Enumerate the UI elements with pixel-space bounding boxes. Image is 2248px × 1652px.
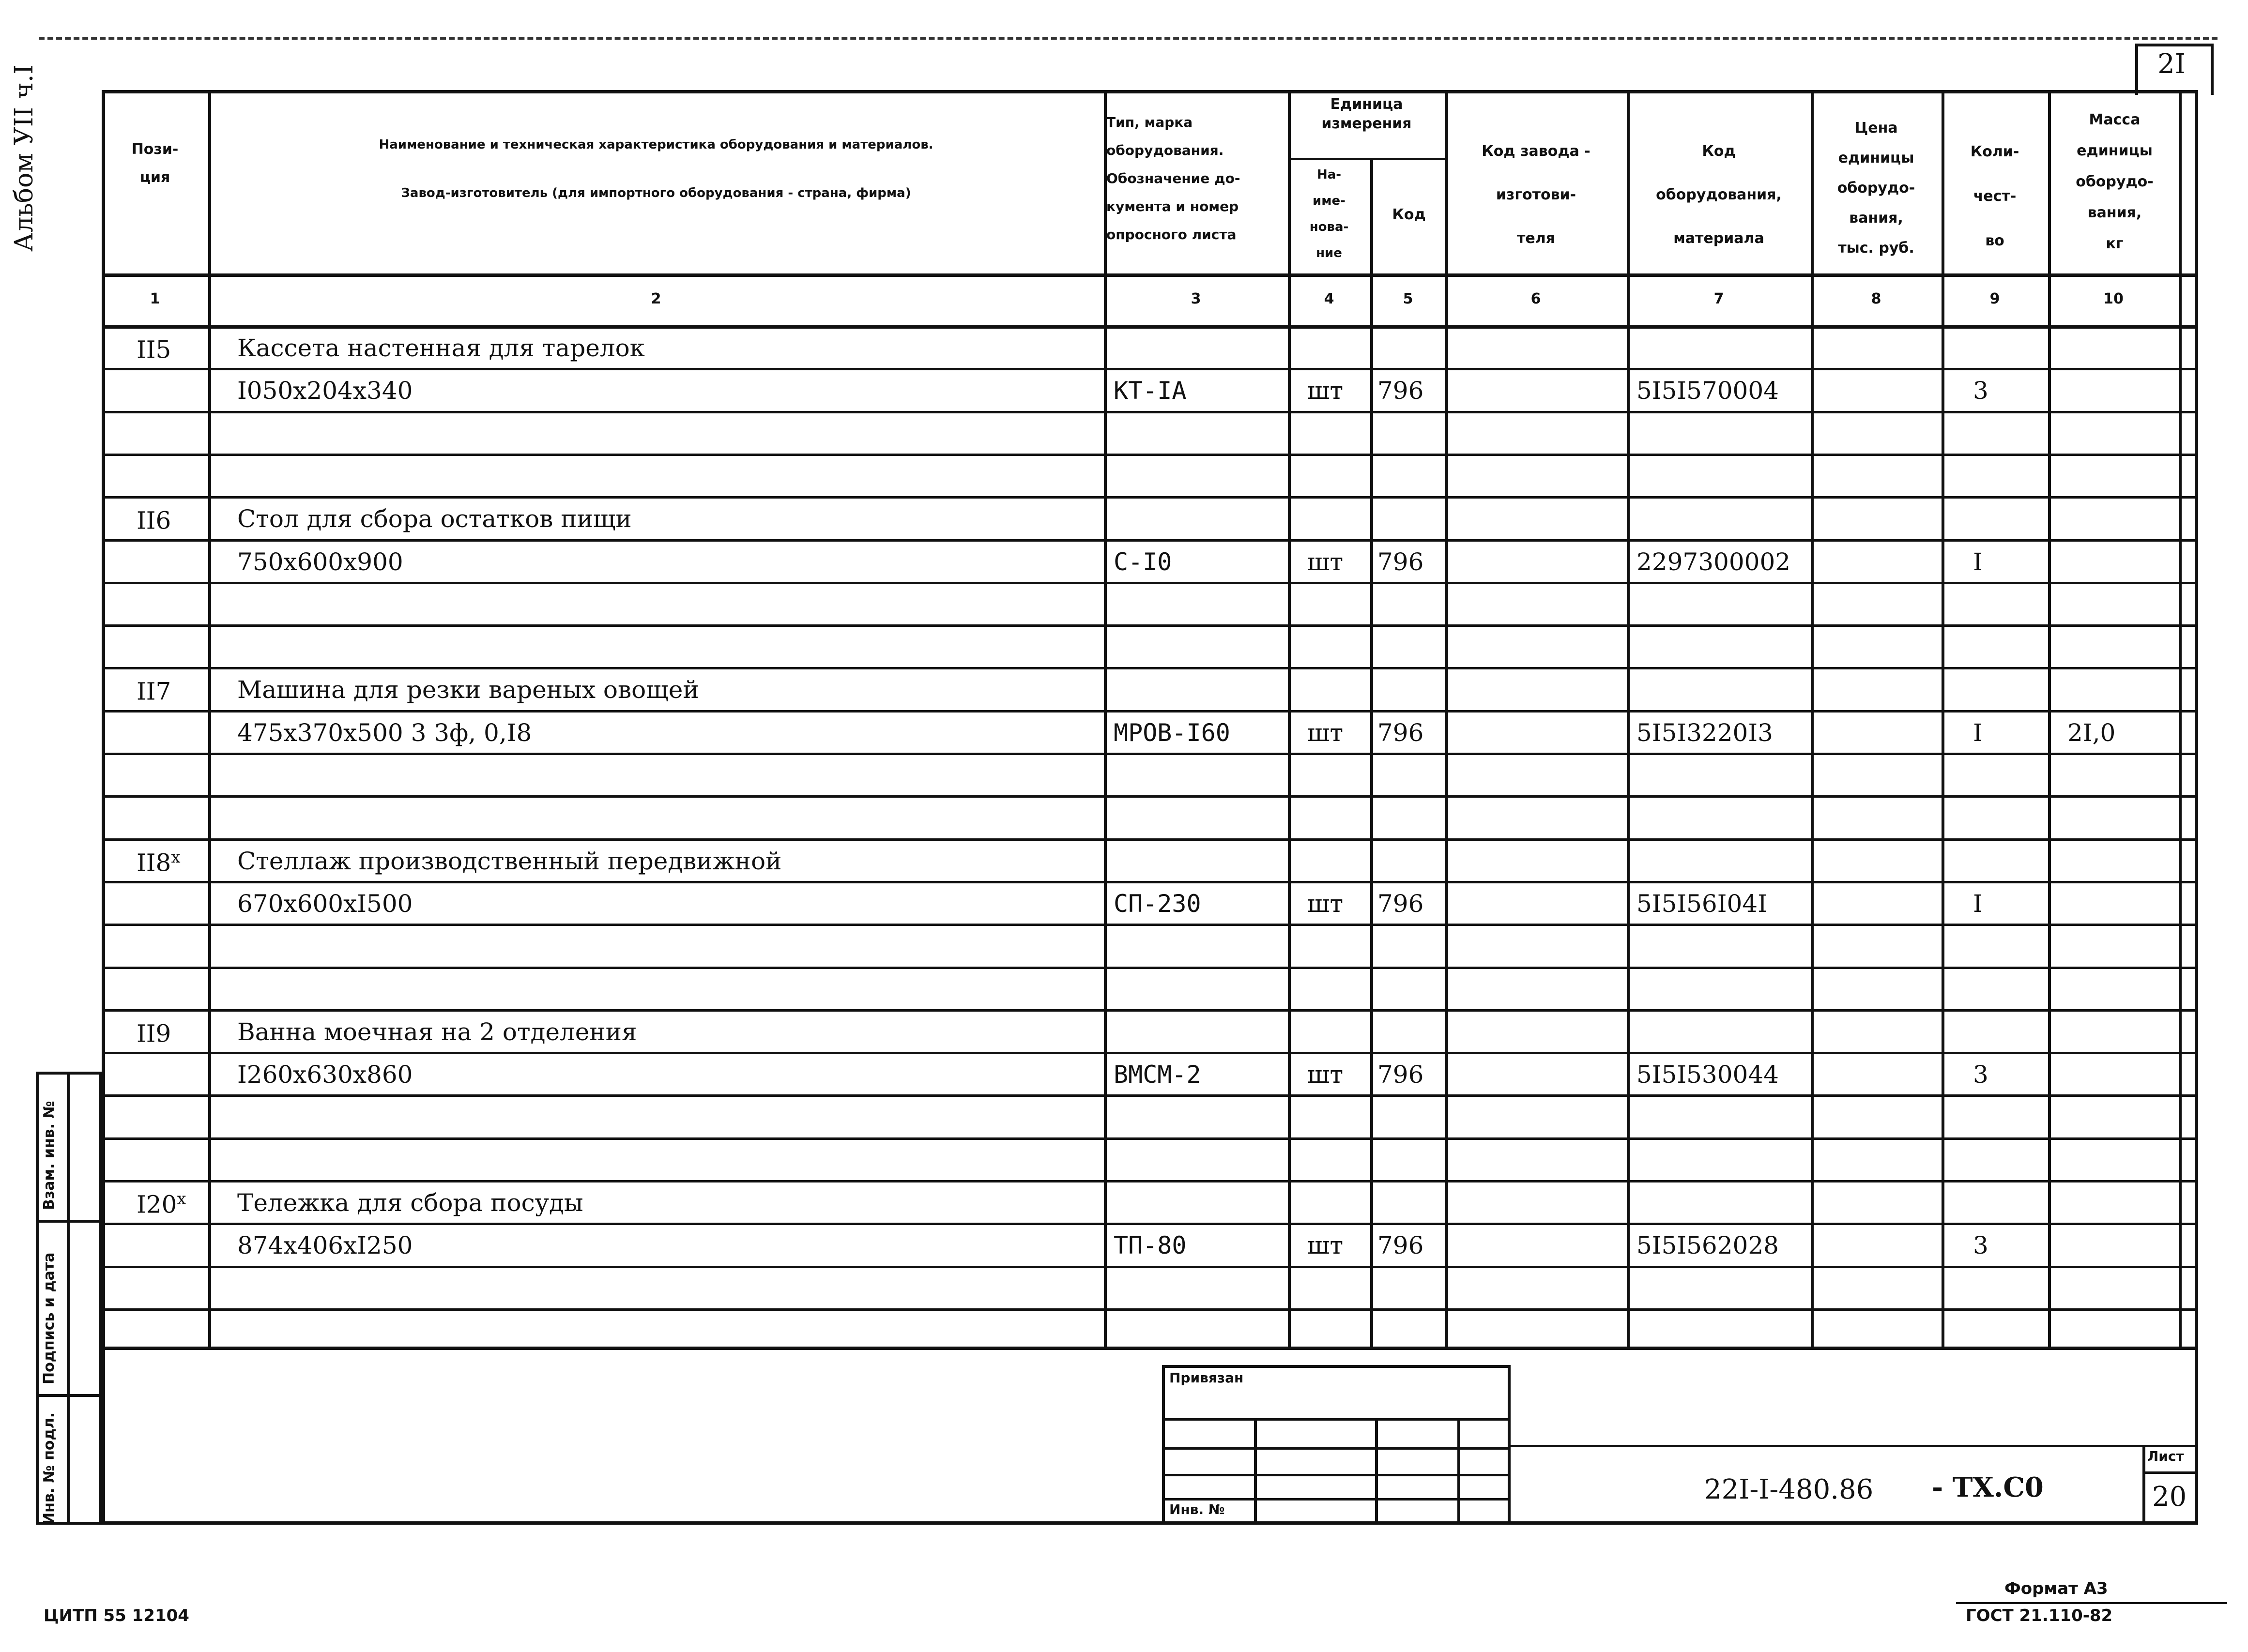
row-type: ТП-80 <box>1114 1231 1187 1259</box>
document-code: 22I-I-480.86 <box>1704 1474 1874 1505</box>
column-number: 9 <box>1989 290 2000 307</box>
row-quantity: I <box>1973 719 1983 747</box>
row-name: Ванна моечная на 2 отделения <box>237 1018 637 1046</box>
column-number: 7 <box>1713 290 1724 307</box>
stamp-sign-date: Подпись и дата <box>41 1252 58 1384</box>
row-line <box>102 454 2198 456</box>
row-line <box>102 624 2198 627</box>
row-unit-code: 796 <box>1377 1231 1424 1259</box>
col-sep-5 <box>1445 90 1448 1349</box>
row-line <box>102 1223 2198 1225</box>
row-line <box>102 967 2198 969</box>
header-factory-code: Код завода - изготови- теля <box>1482 143 1590 247</box>
col-sep-6 <box>1627 90 1630 1349</box>
row-type: ВМСМ-2 <box>1114 1061 1201 1089</box>
row-unit: шт <box>1307 719 1344 747</box>
column-number: 3 <box>1191 290 1201 307</box>
column-number: 2 <box>651 290 661 307</box>
header-name-line1: Наименование и техническая характеристика оборудования и материалов. <box>379 137 933 152</box>
row-line <box>102 838 2198 841</box>
col-sep-7 <box>1811 90 1814 1349</box>
page-number: 2I <box>2157 48 2186 80</box>
col-sep-8 <box>1942 90 1944 1349</box>
row-quantity: I <box>1973 890 1983 918</box>
row-dimensions: 750x600x900 <box>237 548 403 576</box>
column-number: 4 <box>1324 290 1334 307</box>
row-line <box>102 924 2198 926</box>
row-line <box>102 582 2198 584</box>
row-line <box>102 1009 2198 1012</box>
row-line <box>102 1266 2198 1268</box>
row-dimensions: 475x370x500 3 3ф, 0,I8 <box>237 719 532 747</box>
row-line <box>102 667 2198 669</box>
row-line <box>102 1180 2198 1182</box>
side-stamp-divider <box>67 1075 70 1522</box>
side-stamp-sep-2 <box>39 1394 102 1397</box>
title-inv-label: Инв. № <box>1169 1501 1225 1517</box>
header-bottom-line <box>102 273 2198 277</box>
header-unit-group: Единица измерения <box>1321 96 1412 132</box>
row-line <box>102 1308 2198 1311</box>
row-dimensions: 670x600xI500 <box>237 890 413 918</box>
header-equipment-code: Код оборудования, материала <box>1656 143 1782 247</box>
title-vline-3 <box>1457 1418 1460 1525</box>
footer-left-code: ЦИТП 55 12104 <box>44 1606 189 1625</box>
column-numbers-line <box>102 325 2198 329</box>
header-type: Тип, марка оборудования. Обозначение до- кумента и номер опросного листа <box>1106 114 1240 242</box>
row-line <box>102 496 2198 499</box>
row-line <box>102 710 2198 712</box>
row-unit: шт <box>1307 377 1344 405</box>
col-sep-10 <box>2179 90 2182 1349</box>
row-position <box>137 507 171 533</box>
row-dimensions: 874x406xI250 <box>237 1231 413 1259</box>
column-number: 1 <box>150 290 160 307</box>
row-quantity: 3 <box>1973 1061 1988 1089</box>
row-position <box>137 678 171 704</box>
row-dimensions: I260x630x860 <box>237 1061 413 1089</box>
column-number: 5 <box>1403 290 1413 307</box>
sheet-number: 20 <box>2152 1481 2187 1513</box>
row-position <box>137 1020 171 1046</box>
row-position <box>137 849 181 875</box>
row-name: Тележка для сбора посуды <box>237 1189 583 1217</box>
row-quantity: I <box>1973 548 1983 576</box>
row-line <box>102 1094 2198 1097</box>
title-vline-1 <box>1254 1418 1257 1525</box>
col-sep-1 <box>208 90 211 1349</box>
row-line <box>102 1137 2198 1140</box>
row-name: Машина для резки вареных овощей <box>237 676 699 704</box>
footer-format: Формат А3 <box>2004 1579 2108 1598</box>
row-position-number: II5 <box>137 335 171 364</box>
footer-gost: ГОСТ 21.110-82 <box>1966 1606 2113 1625</box>
row-unit: шт <box>1307 890 1344 918</box>
unit-group-line <box>1288 158 1445 160</box>
row-position-number: II9 <box>137 1019 171 1048</box>
header-quantity: Коли- чест- во <box>1970 143 2019 249</box>
title-vline-2 <box>1375 1418 1378 1525</box>
row-position <box>137 1191 186 1217</box>
sheet-box-line <box>2142 1471 2198 1474</box>
col-sep-3 <box>1288 90 1291 1349</box>
row-equipment-code: 5I5I3220I3 <box>1636 719 1773 747</box>
header-position: Пози- ция <box>131 141 179 186</box>
row-mass: 2I,0 <box>2067 719 2116 747</box>
row-quantity: 3 <box>1973 1231 1988 1259</box>
row-position-number: I20 <box>137 1190 177 1219</box>
row-position <box>137 336 171 362</box>
side-stamp-sep-1 <box>39 1220 102 1223</box>
row-unit-code: 796 <box>1377 377 1424 405</box>
column-number: 6 <box>1530 290 1541 307</box>
row-unit-code: 796 <box>1377 890 1424 918</box>
header-name-line2: Завод-изготовитель (для импортного оборудования - страна, фирма) <box>401 186 911 200</box>
row-type: СП-230 <box>1114 890 1201 918</box>
row-line <box>102 881 2198 883</box>
header-unit-name: На- име- нова- ние <box>1309 167 1349 260</box>
row-line <box>102 411 2198 413</box>
row-name: Стеллаж производственный передвижной <box>237 847 782 875</box>
row-dimensions: I050x204x340 <box>237 377 413 405</box>
header-mass: Масса единицы оборудо- вания, кг <box>2076 111 2154 252</box>
stamp-inv-replace: Взам. инв. № <box>41 1101 58 1210</box>
row-position-mark: x <box>177 1189 186 1209</box>
col-sep-9 <box>2048 90 2051 1349</box>
header-unit-code: Код <box>1392 206 1426 223</box>
row-line <box>102 753 2198 755</box>
row-unit: шт <box>1307 1231 1344 1259</box>
row-unit-code: 796 <box>1377 719 1424 747</box>
row-position-mark: x <box>171 848 181 867</box>
footer-line <box>1956 1602 2227 1604</box>
row-line <box>102 1052 2198 1054</box>
row-type: МРОВ-I60 <box>1114 719 1230 747</box>
row-equipment-code: 5I5I570004 <box>1636 377 1779 405</box>
row-type: С-I0 <box>1114 548 1172 576</box>
row-unit: шт <box>1307 1061 1344 1089</box>
row-line <box>102 368 2198 370</box>
column-number: 8 <box>1871 290 1881 307</box>
row-unit-code: 796 <box>1377 548 1424 576</box>
row-equipment-code: 2297300002 <box>1636 548 1791 576</box>
row-equipment-code: 5I5I56I04I <box>1636 890 1767 918</box>
row-unit-code: 796 <box>1377 1061 1424 1089</box>
row-position-number: II6 <box>137 506 171 535</box>
stamp-inv-orig: Инв. № подл. <box>41 1412 58 1525</box>
row-equipment-code: 5I5I530044 <box>1636 1061 1779 1089</box>
title-main-top-line <box>1511 1445 2198 1447</box>
table-bottom-line <box>102 1347 2198 1350</box>
row-line <box>102 539 2198 542</box>
row-type: КТ-IА <box>1114 377 1187 405</box>
document-suffix: - ТХ.С0 <box>1932 1471 2044 1503</box>
row-quantity: 3 <box>1973 377 1988 405</box>
row-position-number: II8 <box>137 849 171 877</box>
album-label: Альбом УII ч.I <box>10 64 39 252</box>
column-number: 10 <box>2103 290 2124 307</box>
row-equipment-code: 5I5I562028 <box>1636 1231 1779 1259</box>
row-position-number: II7 <box>137 677 171 706</box>
top-border-line <box>39 37 2217 40</box>
row-name: Кассета настенная для тарелок <box>237 334 645 362</box>
row-line <box>102 795 2198 798</box>
row-name: Стол для сбора остатков пищи <box>237 505 632 533</box>
title-attached-label: Привязан <box>1169 1370 1244 1386</box>
row-unit: шт <box>1307 548 1344 576</box>
sheet-label: Лист <box>2147 1448 2184 1464</box>
col-sep-2 <box>1104 90 1107 1349</box>
header-price: Цена единицы оборудо- вания, тыс. руб. <box>1837 120 1915 257</box>
